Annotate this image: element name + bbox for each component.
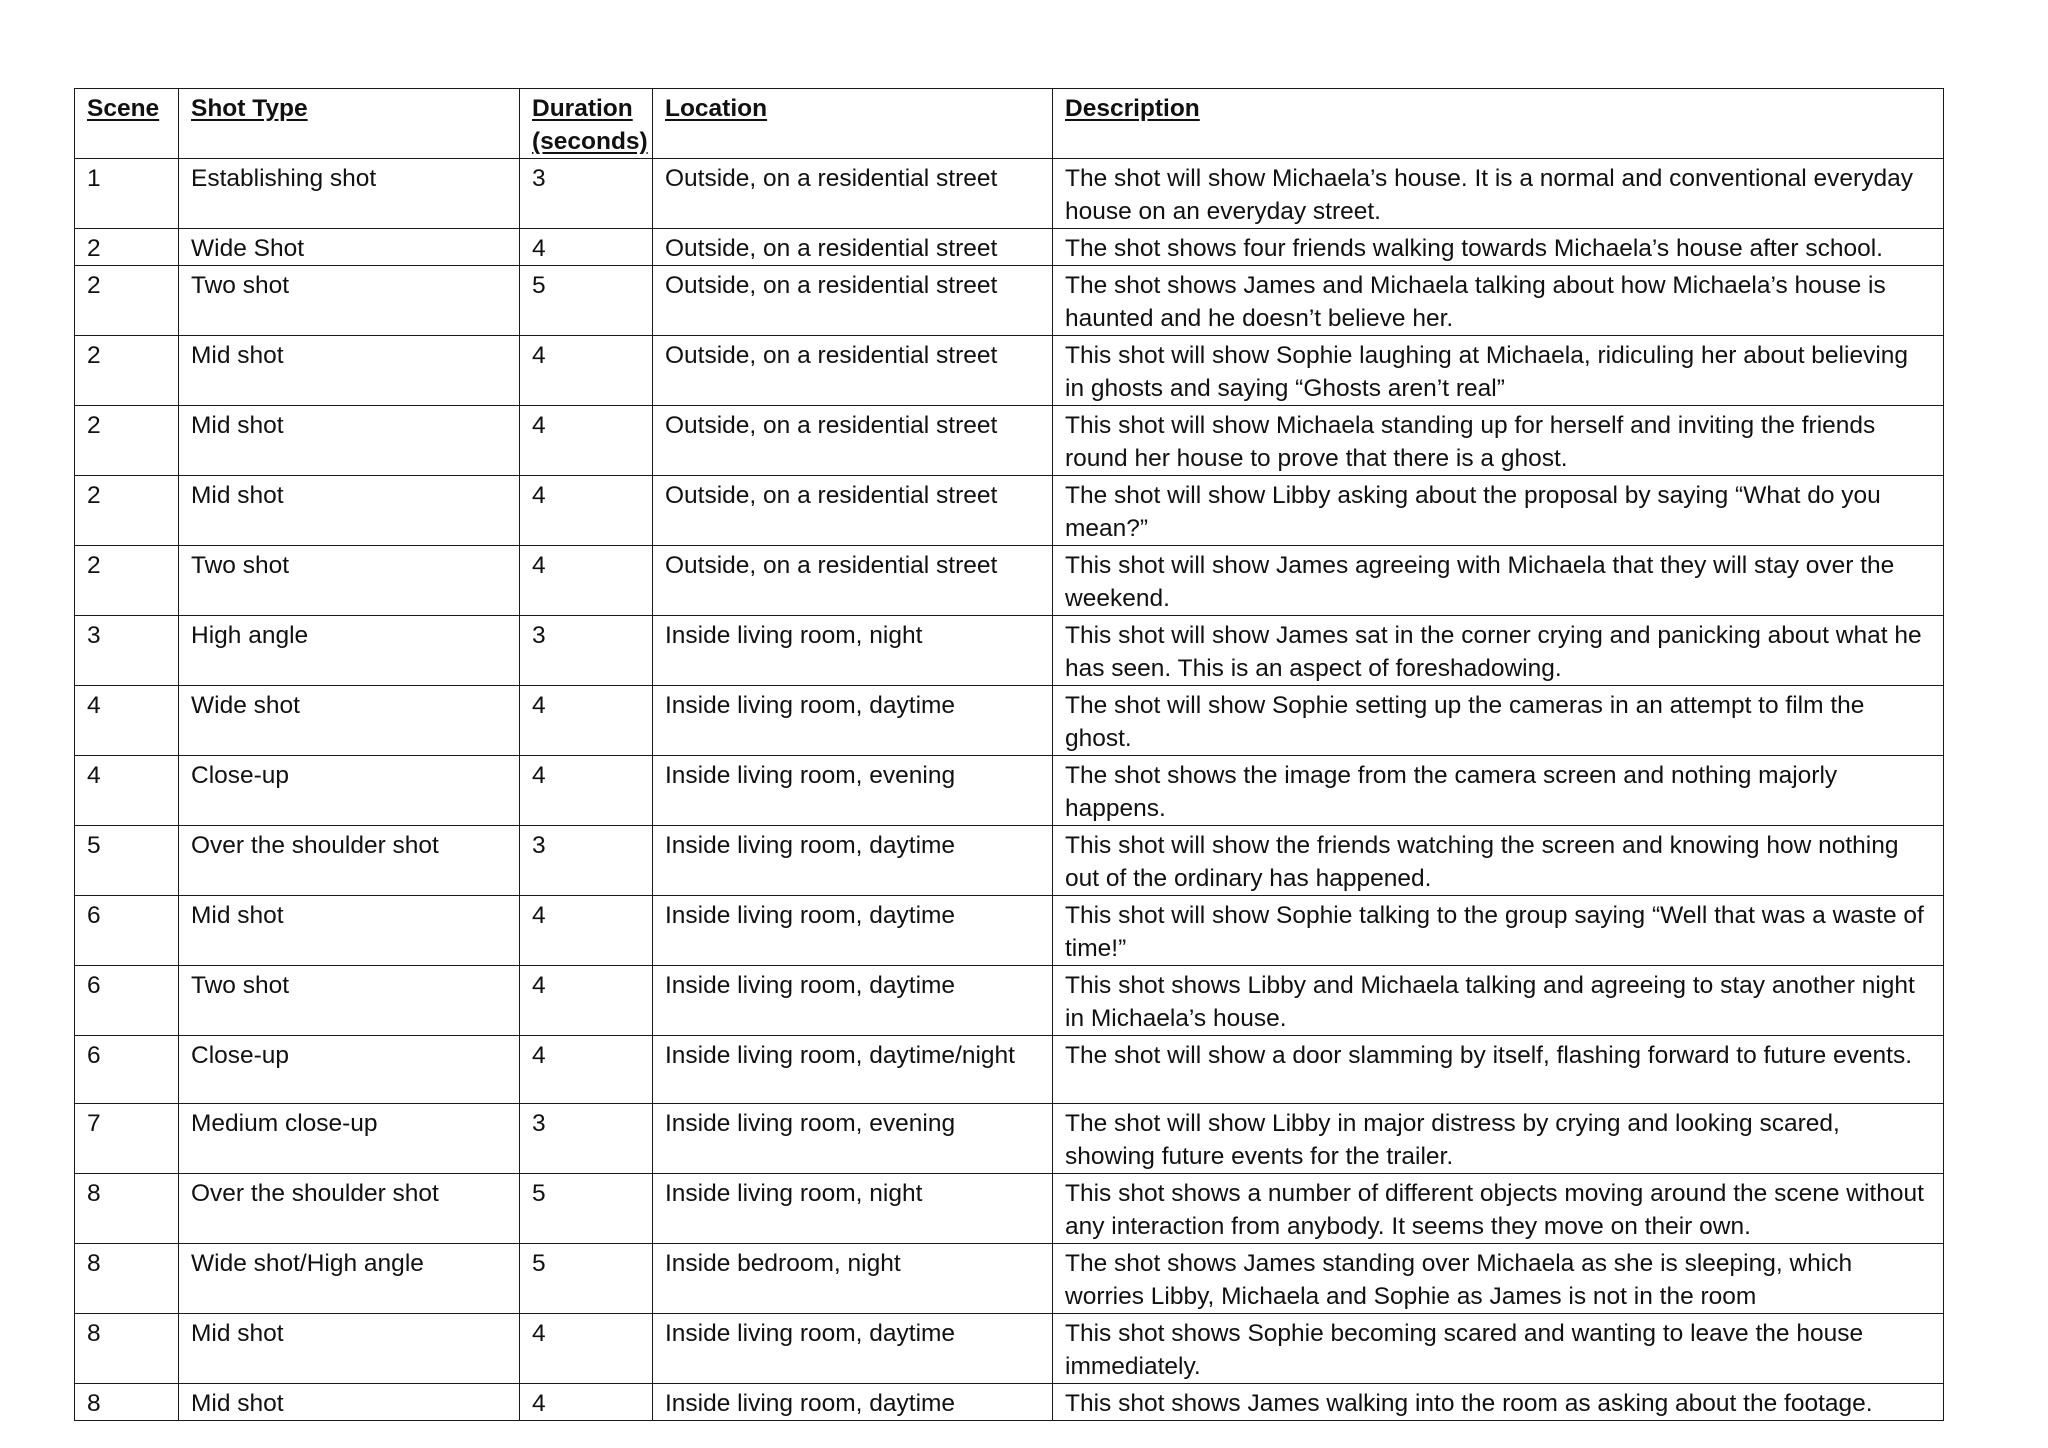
cell-duration: 4 <box>520 1036 653 1104</box>
cell-scene: 5 <box>75 826 179 896</box>
cell-scene: 1 <box>75 159 179 229</box>
cell-duration: 3 <box>520 159 653 229</box>
cell-description: The shot will show Michaela’s house. It is a normal and conventional everyday house on an everyday street. <box>1053 159 1944 229</box>
table-row <box>75 406 1944 476</box>
cell-scene: 8 <box>75 1314 179 1384</box>
cell-location: Inside living room, daytime <box>653 1384 1053 1421</box>
cell-scene: 2 <box>75 546 179 616</box>
cell-location: Outside, on a residential street <box>653 406 1053 476</box>
cell-location: Inside living room, daytime <box>653 896 1053 966</box>
cell-scene: 2 <box>75 336 179 406</box>
cell-duration: 4 <box>520 1314 653 1384</box>
cell-duration: 3 <box>520 616 653 686</box>
cell-duration: 3 <box>520 826 653 896</box>
cell-description: This shot shows a number of different objects moving around the scene without any interaction from anybody. It seems they move on their own. <box>1053 1174 1944 1244</box>
cell-shot-type: Over the shoulder shot <box>179 1174 520 1244</box>
cell-duration: 3 <box>520 1104 653 1174</box>
cell-shot-type: High angle <box>179 616 520 686</box>
cell-scene: 2 <box>75 229 179 266</box>
table-header-row <box>75 89 1944 159</box>
cell-location: Inside living room, daytime/night <box>653 1036 1053 1104</box>
cell-shot-type: Wide shot <box>179 686 520 756</box>
table-row <box>75 826 1944 896</box>
cell-description: This shot will show Sophie laughing at Michaela, ridiculing her about believing in ghosts and saying “Ghosts aren’t real” <box>1053 336 1944 406</box>
cell-location: Inside living room, daytime <box>653 826 1053 896</box>
cell-location: Outside, on a residential street <box>653 476 1053 546</box>
cell-description: The shot shows the image from the camera screen and nothing majorly happens. <box>1053 756 1944 826</box>
cell-shot-type: Mid shot <box>179 1384 520 1421</box>
cell-description: This shot will show the friends watching the screen and knowing how nothing out of the ordinary has happened. <box>1053 826 1944 896</box>
table-row <box>75 896 1944 966</box>
cell-location: Outside, on a residential street <box>653 159 1053 229</box>
cell-duration: 4 <box>520 406 653 476</box>
cell-scene: 4 <box>75 686 179 756</box>
cell-duration: 5 <box>520 266 653 336</box>
cell-shot-type: Two shot <box>179 966 520 1036</box>
cell-location: Inside living room, evening <box>653 1104 1053 1174</box>
cell-duration: 5 <box>520 1174 653 1244</box>
table-row <box>75 686 1944 756</box>
cell-shot-type: Medium close-up <box>179 1104 520 1174</box>
cell-description: The shot shows four friends walking towards Michaela’s house after school. <box>1053 229 1944 266</box>
cell-location: Outside, on a residential street <box>653 229 1053 266</box>
cell-scene: 4 <box>75 756 179 826</box>
cell-duration: 4 <box>520 756 653 826</box>
cell-shot-type: Over the shoulder shot <box>179 826 520 896</box>
table-row <box>75 546 1944 616</box>
cell-description: This shot shows Sophie becoming scared and wanting to leave the house immediately. <box>1053 1314 1944 1384</box>
cell-location: Outside, on a residential street <box>653 336 1053 406</box>
table-row <box>75 1104 1944 1174</box>
cell-description: This shot will show James sat in the corner crying and panicking about what he has seen. This is an aspect of foreshadowing. <box>1053 616 1944 686</box>
cell-scene: 2 <box>75 406 179 476</box>
cell-shot-type: Mid shot <box>179 336 520 406</box>
cell-scene: 2 <box>75 476 179 546</box>
cell-shot-type: Two shot <box>179 546 520 616</box>
cell-duration: 5 <box>520 1244 653 1314</box>
cell-duration: 4 <box>520 336 653 406</box>
cell-location: Inside living room, evening <box>653 756 1053 826</box>
cell-shot-type: Two shot <box>179 266 520 336</box>
cell-description: This shot shows James walking into the room as asking about the footage. <box>1053 1384 1944 1421</box>
table-row <box>75 1174 1944 1244</box>
table-row <box>75 966 1944 1036</box>
header-scene: Scene <box>75 89 179 159</box>
cell-shot-type: Mid shot <box>179 406 520 476</box>
cell-description: The shot will show Libby asking about the proposal by saying “What do you mean?” <box>1053 476 1944 546</box>
cell-shot-type: Mid shot <box>179 476 520 546</box>
cell-description: The shot shows James standing over Michaela as she is sleeping, which worries Libby, Michaela and Sophie as James is not in the room <box>1053 1244 1944 1314</box>
table-row <box>75 756 1944 826</box>
cell-duration: 4 <box>520 1384 653 1421</box>
cell-scene: 3 <box>75 616 179 686</box>
cell-scene: 8 <box>75 1244 179 1314</box>
cell-shot-type: Wide shot/High angle <box>179 1244 520 1314</box>
header-description: Description <box>1053 89 1944 159</box>
document-page <box>74 88 1943 1421</box>
cell-scene: 8 <box>75 1174 179 1244</box>
cell-location: Inside living room, night <box>653 616 1053 686</box>
cell-scene: 6 <box>75 966 179 1036</box>
shot-list-table <box>74 88 1944 1421</box>
cell-description: This shot will show Sophie talking to the group saying “Well that was a waste of time!” <box>1053 896 1944 966</box>
cell-description: This shot shows Libby and Michaela talking and agreeing to stay another night in Michaela’s house. <box>1053 966 1944 1036</box>
cell-description: The shot shows James and Michaela talking about how Michaela’s house is haunted and he doesn’t believe her. <box>1053 266 1944 336</box>
cell-scene: 7 <box>75 1104 179 1174</box>
cell-shot-type: Establishing shot <box>179 159 520 229</box>
table-row <box>75 266 1944 336</box>
cell-shot-type: Mid shot <box>179 1314 520 1384</box>
cell-duration: 4 <box>520 896 653 966</box>
cell-location: Outside, on a residential street <box>653 546 1053 616</box>
header-shot-type: Shot Type <box>179 89 520 159</box>
cell-description: The shot will show Libby in major distress by crying and looking scared, showing future events for the trailer. <box>1053 1104 1944 1174</box>
table-row <box>75 1244 1944 1314</box>
cell-scene: 8 <box>75 1384 179 1421</box>
cell-description: The shot will show Sophie setting up the cameras in an attempt to film the ghost. <box>1053 686 1944 756</box>
cell-location: Inside living room, daytime <box>653 1314 1053 1384</box>
cell-shot-type: Wide Shot <box>179 229 520 266</box>
cell-location: Inside bedroom, night <box>653 1244 1053 1314</box>
cell-shot-type: Close-up <box>179 1036 520 1104</box>
table-row <box>75 476 1944 546</box>
table-row <box>75 1314 1944 1384</box>
table-row <box>75 1384 1944 1421</box>
cell-description: This shot will show James agreeing with Michaela that they will stay over the weekend. <box>1053 546 1944 616</box>
cell-location: Inside living room, night <box>653 1174 1053 1244</box>
cell-description: This shot will show Michaela standing up for herself and inviting the friends round her house to prove that there is a ghost. <box>1053 406 1944 476</box>
header-duration: Duration (seconds) <box>520 89 653 159</box>
cell-shot-type: Close-up <box>179 756 520 826</box>
table-row <box>75 616 1944 686</box>
cell-scene: 2 <box>75 266 179 336</box>
cell-duration: 4 <box>520 476 653 546</box>
table-row <box>75 159 1944 229</box>
cell-duration: 4 <box>520 966 653 1036</box>
cell-duration: 4 <box>520 686 653 756</box>
cell-location: Inside living room, daytime <box>653 686 1053 756</box>
header-location: Location <box>653 89 1053 159</box>
cell-scene: 6 <box>75 896 179 966</box>
table-row <box>75 336 1944 406</box>
cell-description: The shot will show a door slamming by itself, flashing forward to future events. <box>1053 1036 1944 1104</box>
cell-shot-type: Mid shot <box>179 896 520 966</box>
table-row <box>75 229 1944 266</box>
cell-location: Inside living room, daytime <box>653 966 1053 1036</box>
table-row <box>75 1036 1944 1104</box>
cell-duration: 4 <box>520 546 653 616</box>
cell-location: Outside, on a residential street <box>653 266 1053 336</box>
cell-duration: 4 <box>520 229 653 266</box>
cell-scene: 6 <box>75 1036 179 1104</box>
